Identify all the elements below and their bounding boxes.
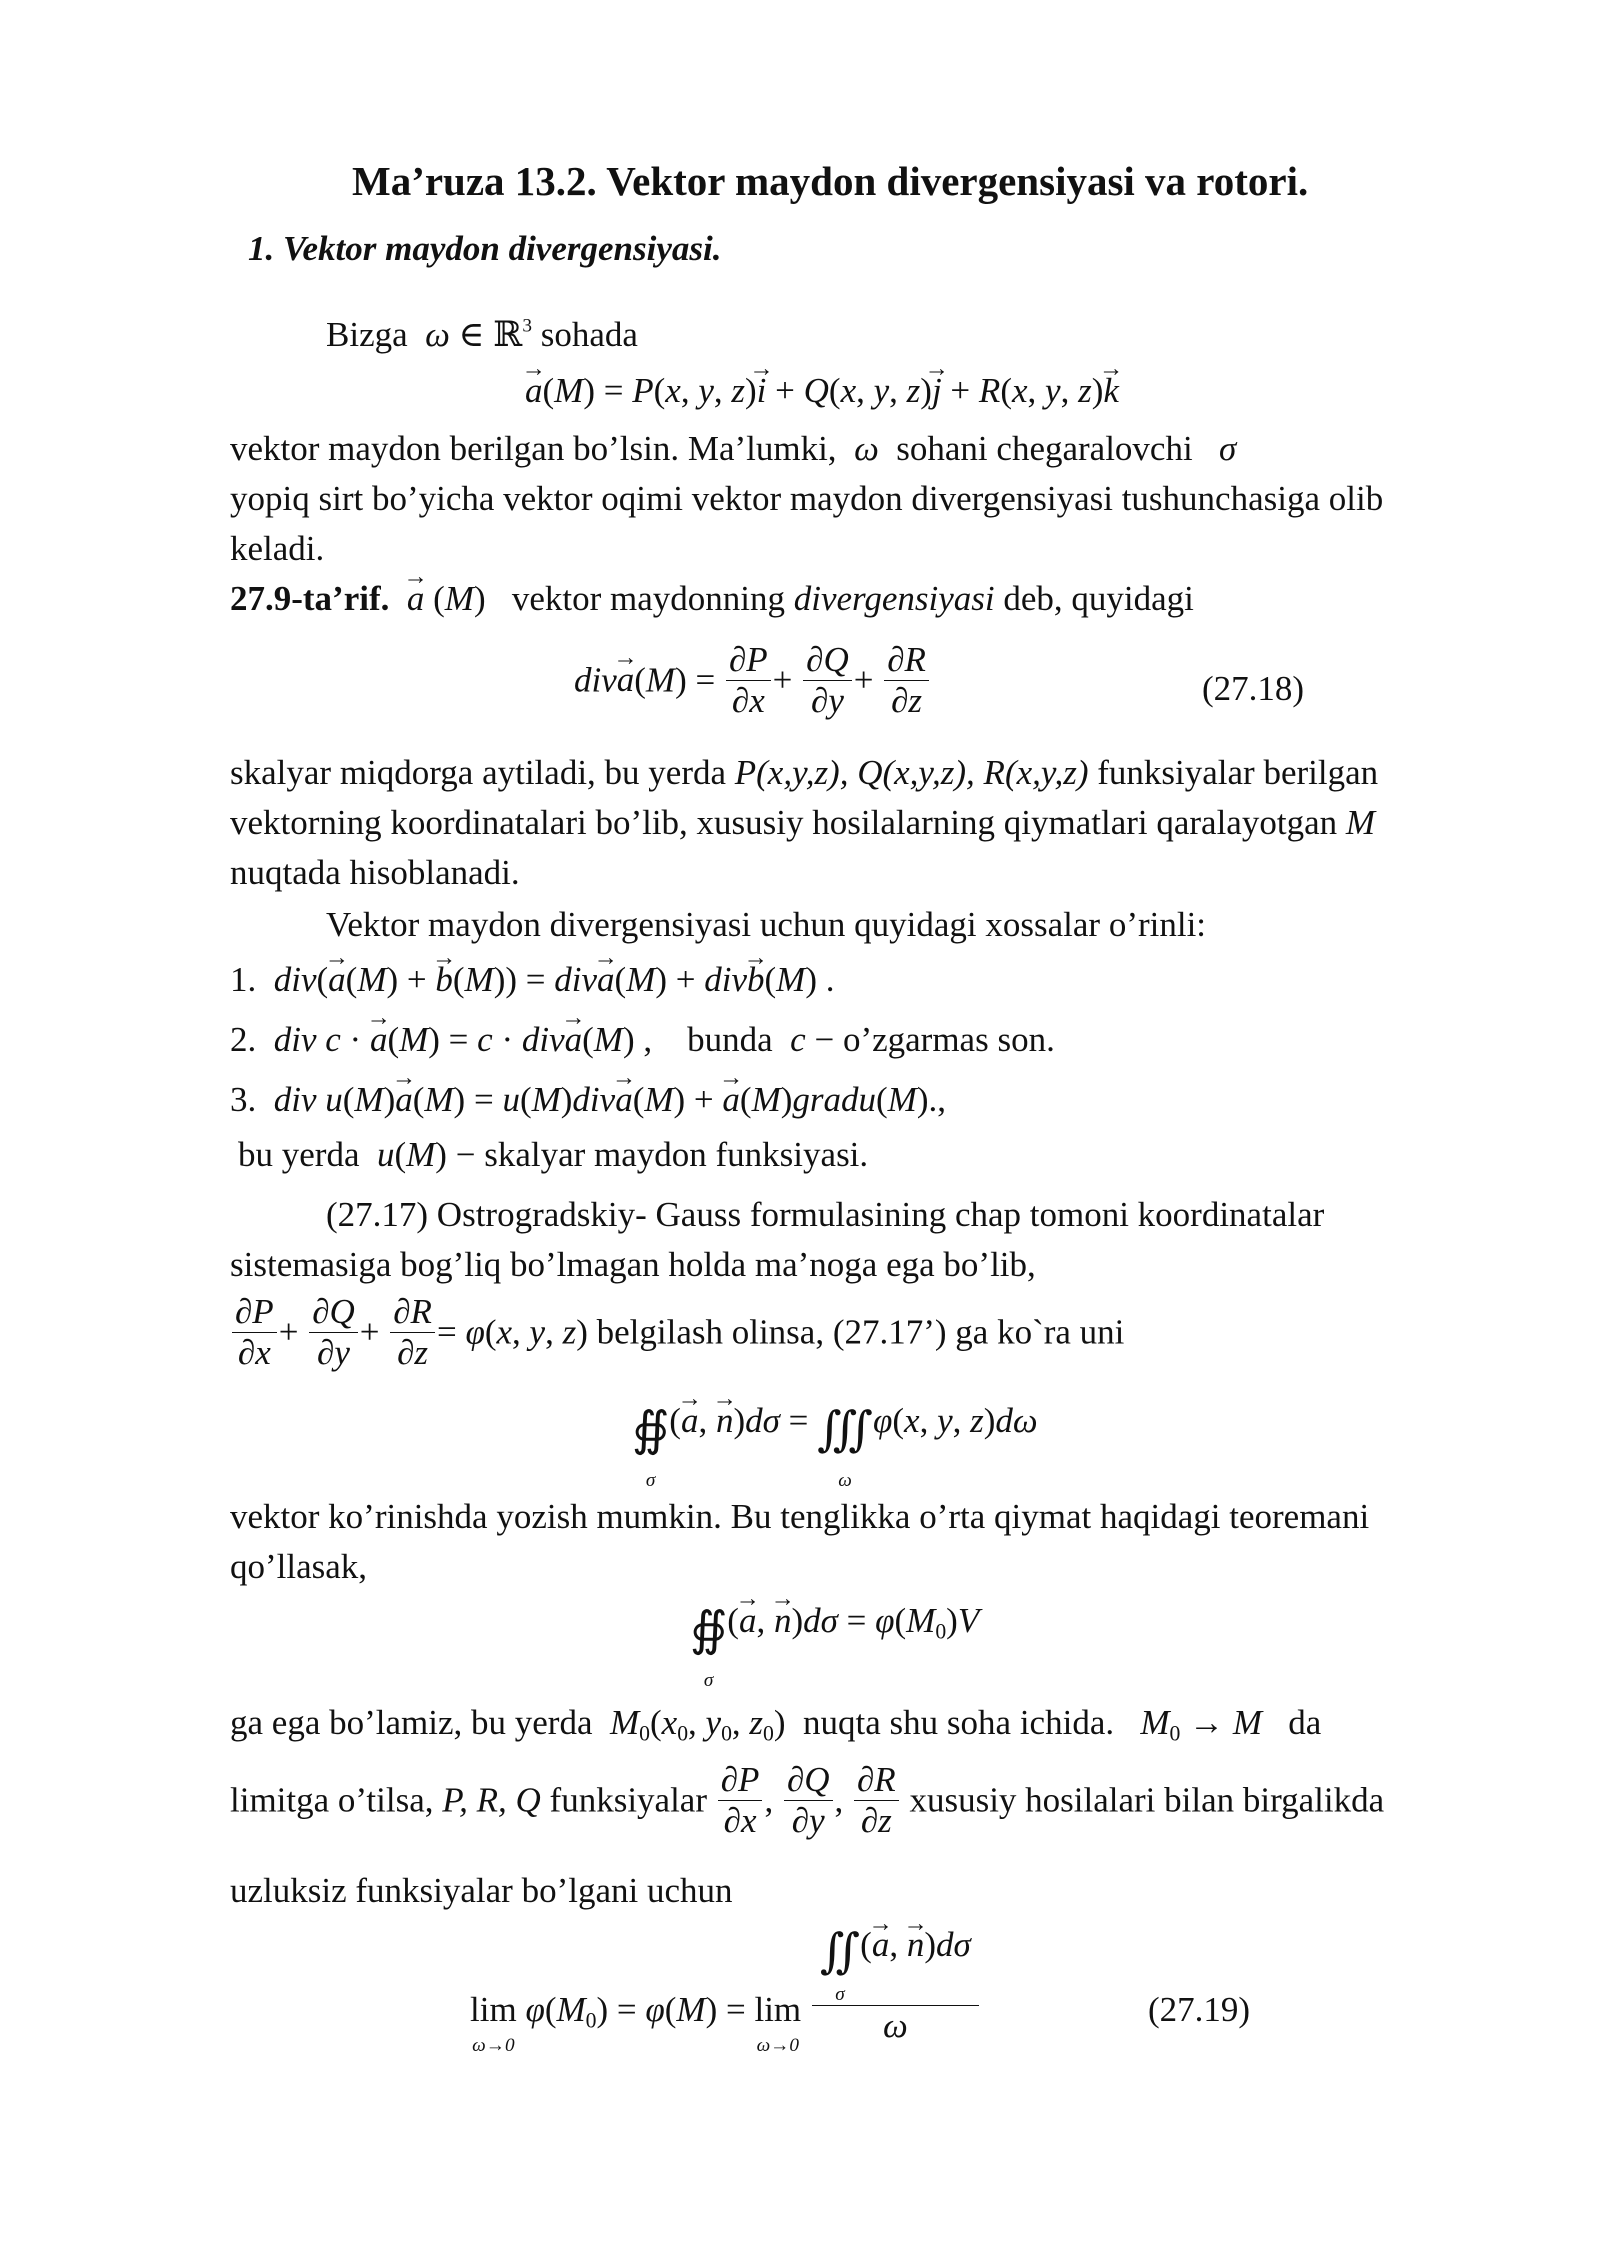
property-1	[230, 955, 834, 1006]
p6-text-2d: xususiy hosilalari bilan birgalikda	[909, 1780, 1385, 1820]
definition-line	[230, 574, 1194, 625]
paragraph-3-line-3: nuqtada hisoblanadi.	[230, 853, 520, 892]
p6-text-b: nuqta shu soha ichida.	[803, 1703, 1115, 1742]
p6-text-2c: funksiyalar	[549, 1780, 707, 1820]
property-2-tail: o’zgarmas son.	[842, 1020, 1055, 1059]
p2-text-b: sohani chegaralovchi	[896, 429, 1193, 468]
paragraph-3-line-1	[230, 748, 1378, 799]
property-2	[230, 1015, 1055, 1066]
property-3-number: 3.	[230, 1080, 257, 1119]
intro-sohada: sohada	[540, 315, 638, 354]
intro-line	[326, 310, 638, 361]
equation-number-27-18: (27.18)	[1202, 669, 1305, 708]
p3-text-c: funksiyalar berilgan	[1097, 753, 1379, 792]
definition-term: divergensiyasi	[793, 579, 995, 618]
paragraph-4-line-1: (27.17) Ostrogradskiy- Gauss formulasining chap tomoni koordinatalar	[326, 1195, 1325, 1234]
p6-text-a: ga ega bo’lamiz, bu yerda	[230, 1703, 593, 1742]
property-tail-a: bu yerda	[238, 1135, 360, 1174]
paragraph-5-line-2: qo’llasak,	[230, 1547, 368, 1586]
property-2-bunda: bunda	[687, 1020, 773, 1059]
vector-field-equation: a →(M) = P(x, y, z)i → + Q(x, y, z)j → + R(x, y, z)k →	[525, 366, 1119, 417]
paragraph-3-line-2	[230, 798, 1375, 849]
p3-point-m: M	[1345, 803, 1376, 842]
partial-derivatives: $\frac{\partial P}{\partial x}$ , $\frac{\partial Q}{\partial y}$ , $\frac{\partial R}{\partial z}$	[716, 1778, 910, 1817]
definition-label: 27.9-ta’rif.	[230, 579, 390, 618]
p4-text-3: belgilash olinsa, (27.17’) ga ko`ra uni	[596, 1312, 1125, 1352]
p2-text-a: vektor maydon berilgan bo’lsin. Ma’lumki,	[230, 429, 837, 468]
omega-symbol: ω	[416, 315, 450, 354]
paragraph-4-line-3	[230, 1292, 1124, 1374]
page-title: Ma’ruza 13.2. Vektor maydon divergensiyasi va rotori.	[352, 158, 1309, 204]
property-2-number: 2.	[230, 1020, 257, 1059]
point-m0: $M_0(x_0$, $y_0$, $z_0$)	[601, 1703, 786, 1746]
p6-text-c: da	[1288, 1703, 1322, 1742]
paragraph-5-line-1: vektor ko’rinishda yozish mumkin. Bu tenglikka o’rta qiymat haqidagi teoremani	[230, 1497, 1370, 1536]
limit-formula: lim ω→0 $\varphi(M_0) = \varphi(M) = \lim$ ω→0 ∬ σ (a →, n →)dσ ω	[470, 1925, 981, 2055]
p6-text-2a: limitga o’tilsa,	[230, 1780, 434, 1820]
omega-symbol: ω	[845, 429, 888, 468]
sigma-symbol: σ	[1201, 429, 1237, 468]
paragraph-2-line-3: keladi.	[230, 529, 325, 568]
properties-intro: Vektor maydon divergensiyasi uchun quyidagi xossalar o’rinli:	[326, 905, 1207, 944]
paragraph-4-line-2: sistemasiga bog’liq bo’lmagan holda ma’noga ega bo’lib,	[230, 1245, 1036, 1284]
property-3-formula: div u(M)a →(M) = u(M)diva →(M) + a →(M)gradu(M).,	[265, 1080, 946, 1119]
p3-text-a: skalyar miqdorga aytiladi, bu yerda	[230, 753, 727, 792]
property-3	[230, 1075, 946, 1126]
definition-text-1: vektor maydonning	[511, 579, 786, 618]
property-tail	[238, 1130, 868, 1181]
property-tail-u: u(M) −	[368, 1135, 485, 1174]
phi-definition-formula: $\frac{\partial P}{\partial x}$ + $\frac{\partial Q}{\partial y}$ + $\frac{\partial R}{\partial z}$ = φ(x, y, z)	[230, 1310, 597, 1349]
property-tail-b: skalyar maydon funksiyasi.	[484, 1135, 869, 1174]
property-2-formula: div c · a →(M) = c · diva →(M) ,	[265, 1020, 678, 1059]
paragraph-6-line-3: uzluksiz funksiyalar bo’lgani uchun	[230, 1871, 733, 1910]
gauss-formula-vector: ∯ σ (a →, n →)dσ = ∭ ω φ(x, y, z)dω	[632, 1396, 1038, 1490]
intro-bizga: Bizga	[326, 315, 408, 354]
paragraph-2-line-1	[230, 424, 1236, 475]
p6-functions: P, R, Q	[442, 1780, 541, 1820]
property-1-formula: div(a →(M) + b →(M)) = diva →(M) + divb →(M) .	[265, 960, 834, 999]
paragraph-2-line-2: yopiq sirt bo’yicha vektor oqimi vektor maydon divergensiyasi tushunchasiga olib	[230, 479, 1384, 518]
section-heading: 1. Vektor maydon divergensiyasi.	[248, 229, 722, 268]
limit-arrow: $M_0 \to M$	[1122, 1703, 1280, 1746]
p3-text-2: vektorning koordinatalari bo’lib, xususiy hosilalarning qiymatlari qaralayotgan	[230, 803, 1338, 842]
paragraph-6-line-2	[230, 1760, 1384, 1842]
definition-text-2: deb, quyidagi	[1003, 579, 1194, 618]
p3-functions: P(x,y,z), Q(x,y,z), R(x,y,z)	[734, 753, 1089, 792]
mean-value-formula: ∯ σ (a →, $n \to)d\sigma = \varphi(M_0)V$	[690, 1596, 979, 1690]
paragraph-6-line-1	[230, 1698, 1321, 1750]
element-of-symbol: ∈ ℝ	[449, 315, 523, 354]
property-2-c: c −	[781, 1020, 843, 1059]
property-1-number: 1.	[230, 960, 257, 999]
equation-number-27-19: (27.19)	[1148, 1990, 1251, 2029]
divergence-formula: diva →(M) = $\frac{\partial P}{\partial x}$ + $\frac{\partial Q}{\partial y}$ + $\frac{\partial R}{\partial z}$	[574, 640, 931, 722]
dimension-exponent: 3	[522, 315, 532, 337]
definition-vector: a → (M)	[398, 579, 503, 618]
